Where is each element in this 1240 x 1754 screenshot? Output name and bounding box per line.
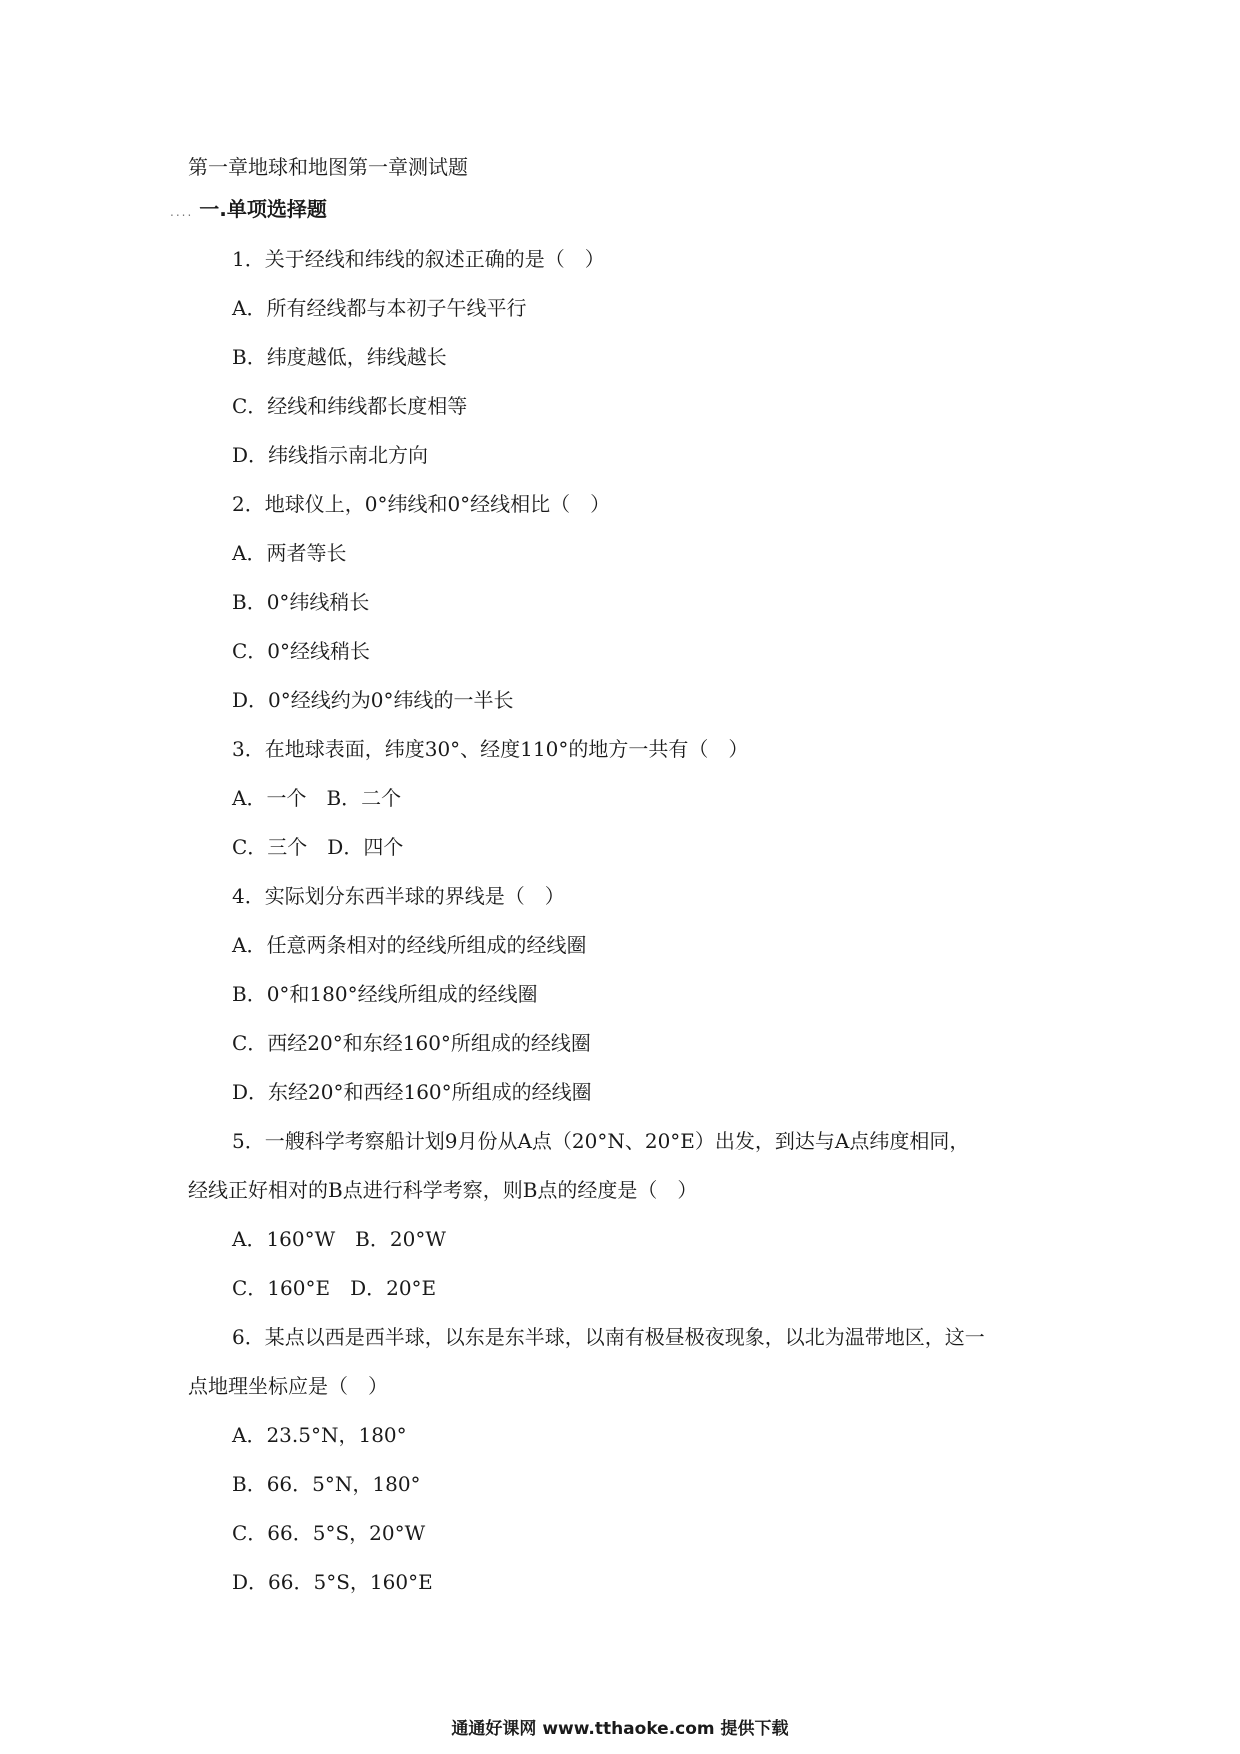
question-6-continuation: 点地理坐标应是（ ） xyxy=(188,1374,388,1398)
question-1-option-d: D．纬线指示南北方向 xyxy=(232,443,429,467)
question-4-option-a: A．任意两条相对的经线所组成的经线圈 xyxy=(232,933,587,957)
question-3-options-cd: C．三个 D．四个 xyxy=(232,835,404,859)
footer-source-note: 通通好课网 www.tthaoke.com 提供下载 xyxy=(451,1719,789,1739)
question-2-option-a: A．两者等长 xyxy=(232,541,347,565)
question-6-option-b: B．66．5°N，180° xyxy=(232,1472,421,1496)
question-6: 6．某点以西是西半球，以东是东半球，以南有极昼极夜现象，以北为温带地区，这一 xyxy=(232,1325,985,1349)
question-2-option-b: B．0°纬线稍长 xyxy=(232,590,370,614)
section-heading xyxy=(170,194,327,227)
question-4-option-d: D．东经20°和西经160°所组成的经线圈 xyxy=(232,1080,592,1104)
question-2: 2．地球仪上，0°纬线和0°经线相比（ ） xyxy=(232,492,611,516)
question-4-option-b: B．0°和180°经线所组成的经线圈 xyxy=(232,982,538,1006)
question-4: 4．实际划分东西半球的界线是（ ） xyxy=(232,884,565,908)
question-3: 3．在地球表面，纬度30°、经度110°的地方一共有（ ） xyxy=(232,737,749,761)
question-1-option-b: B．纬度越低，纬线越长 xyxy=(232,345,447,369)
question-2-option-d: D．0°经线约为0°纬线的一半长 xyxy=(232,688,514,712)
question-6-option-c: C．66．5°S，20°W xyxy=(232,1521,426,1545)
question-1: 1．关于经线和纬线的叙述正确的是（ ） xyxy=(232,247,605,271)
section-dots: .... xyxy=(170,205,194,219)
question-5-options-ab: A．160°W B．20°W xyxy=(232,1227,446,1251)
question-3-options-ab: A．一个 B．二个 xyxy=(232,786,402,810)
question-5: 5．一艘科学考察船计划9月份从A点（20°N、20°E）出发，到达与A点纬度相同， xyxy=(232,1129,970,1153)
document-title: 第一章地球和地图第一章测试题 xyxy=(188,155,468,179)
question-5-continuation: 经线正好相对的B点进行科学考察，则B点的经度是（ ） xyxy=(188,1178,698,1202)
question-1-option-c: C．经线和纬线都长度相等 xyxy=(232,394,468,418)
question-6-option-d: D．66．5°S，160°E xyxy=(232,1570,433,1594)
question-1-option-a: A．所有经线都与本初子午线平行 xyxy=(232,296,527,320)
section-title: 一.单项选择题 xyxy=(199,197,327,221)
question-6-option-a: A．23.5°N，180° xyxy=(232,1423,407,1447)
question-5-options-cd: C．160°E D．20°E xyxy=(232,1276,437,1300)
question-2-option-c: C．0°经线稍长 xyxy=(232,639,371,663)
question-4-option-c: C．西经20°和东经160°所组成的经线圈 xyxy=(232,1031,591,1055)
